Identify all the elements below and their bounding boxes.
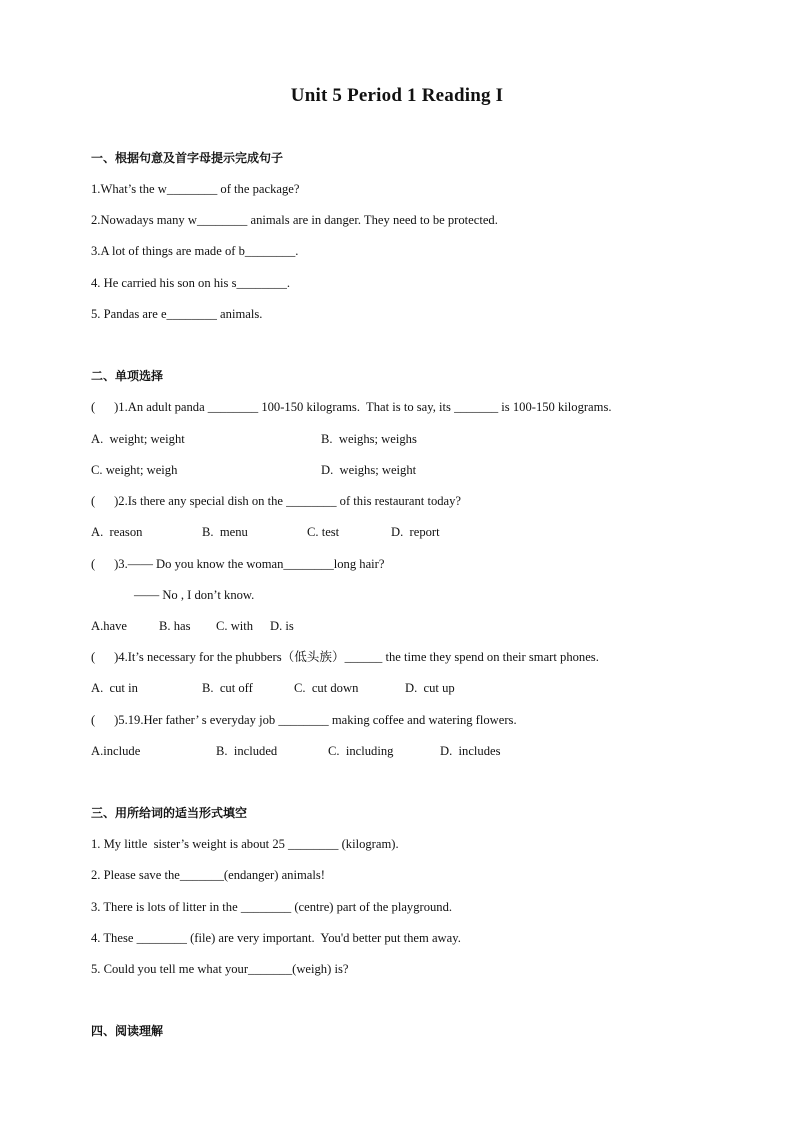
- s3-question-2: 2. Please save the_______(endanger) animals!: [91, 868, 325, 882]
- s2-q4-option-a: A. cut in: [91, 681, 138, 695]
- section-3-heading: 三、用所给词的适当形式填空: [91, 806, 248, 820]
- section-2-heading: 二、单项选择: [91, 369, 164, 383]
- s2-q3-option-a: A.have: [91, 619, 128, 633]
- s2-question-4: ( )4.It’s necessary for the phubbers（低头族）______ the time they spend on their smart phones.: [91, 650, 599, 664]
- s1-question-3: 3.A lot of things are made of b________.: [91, 244, 299, 258]
- s2-q4-option-b: B. cut off: [202, 681, 253, 695]
- page-title: Unit 5 Period 1 Reading I: [290, 85, 504, 106]
- s2-q1-option-d: D. weighs; weight: [321, 463, 417, 477]
- s2-q2-option-a: A. reason: [91, 525, 143, 539]
- s2-q1-option-b: B. weighs; weighs: [321, 432, 417, 446]
- s2-q3-option-b: B. has: [159, 619, 191, 633]
- section-1-heading: 一、根据句意及首字母提示完成句子: [91, 151, 284, 165]
- s2-q5-option-d: D. includes: [440, 744, 501, 758]
- s2-q2-option-b: B. menu: [202, 525, 248, 539]
- s2-q5-option-c: C. including: [328, 744, 394, 758]
- s3-question-1: 1. My little sister’s weight is about 25 ________ (kilogram).: [91, 837, 399, 851]
- s2-question-3-reply: —— No , I don’t know.: [134, 588, 255, 602]
- s2-q4-option-d: D. cut up: [405, 681, 455, 695]
- s2-q1-option-c: C. weight; weigh: [91, 463, 178, 477]
- s2-q2-option-c: C. test: [307, 525, 340, 539]
- s2-q5-option-b: B. included: [216, 744, 278, 758]
- s1-question-2: 2.Nowadays many w________ animals are in danger. They need to be protected.: [91, 213, 498, 227]
- s2-q3-option-c: C. with: [216, 619, 254, 633]
- s3-question-3: 3. There is lots of litter in the ________ (centre) part of the playground.: [91, 900, 453, 914]
- s2-q1-option-a: A. weight; weight: [91, 432, 185, 446]
- s1-question-4: 4. He carried his son on his s________.: [91, 276, 291, 290]
- section-4-heading: 四、阅读理解: [91, 1024, 164, 1038]
- s2-q4-option-c: C. cut down: [294, 681, 359, 695]
- s2-q5-option-a: A.include: [91, 744, 141, 758]
- s2-question-2: ( )2.Is there any special dish on the ________ of this restaurant today?: [91, 494, 462, 508]
- s2-question-5: ( )5.19.Her father’ s everyday job ________ making coffee and watering flowers.: [91, 713, 517, 727]
- s2-q2-option-d: D. report: [391, 525, 440, 539]
- s2-q3-option-d: D. is: [270, 619, 294, 633]
- s1-question-5: 5. Pandas are e________ animals.: [91, 307, 263, 321]
- s1-question-1: 1.What’s the w________ of the package?: [91, 182, 300, 196]
- s2-question-3: ( )3.—— Do you know the woman________long hair?: [91, 557, 385, 571]
- s3-question-5: 5. Could you tell me what your_______(weigh) is?: [91, 962, 349, 976]
- s2-question-1: ( )1.An adult panda ________ 100-150 kilograms. That is to say, its _______ is 100-150 kilograms.: [91, 400, 612, 414]
- s3-question-4: 4. These ________ (file) are very important. You'd better put them away.: [91, 931, 461, 945]
